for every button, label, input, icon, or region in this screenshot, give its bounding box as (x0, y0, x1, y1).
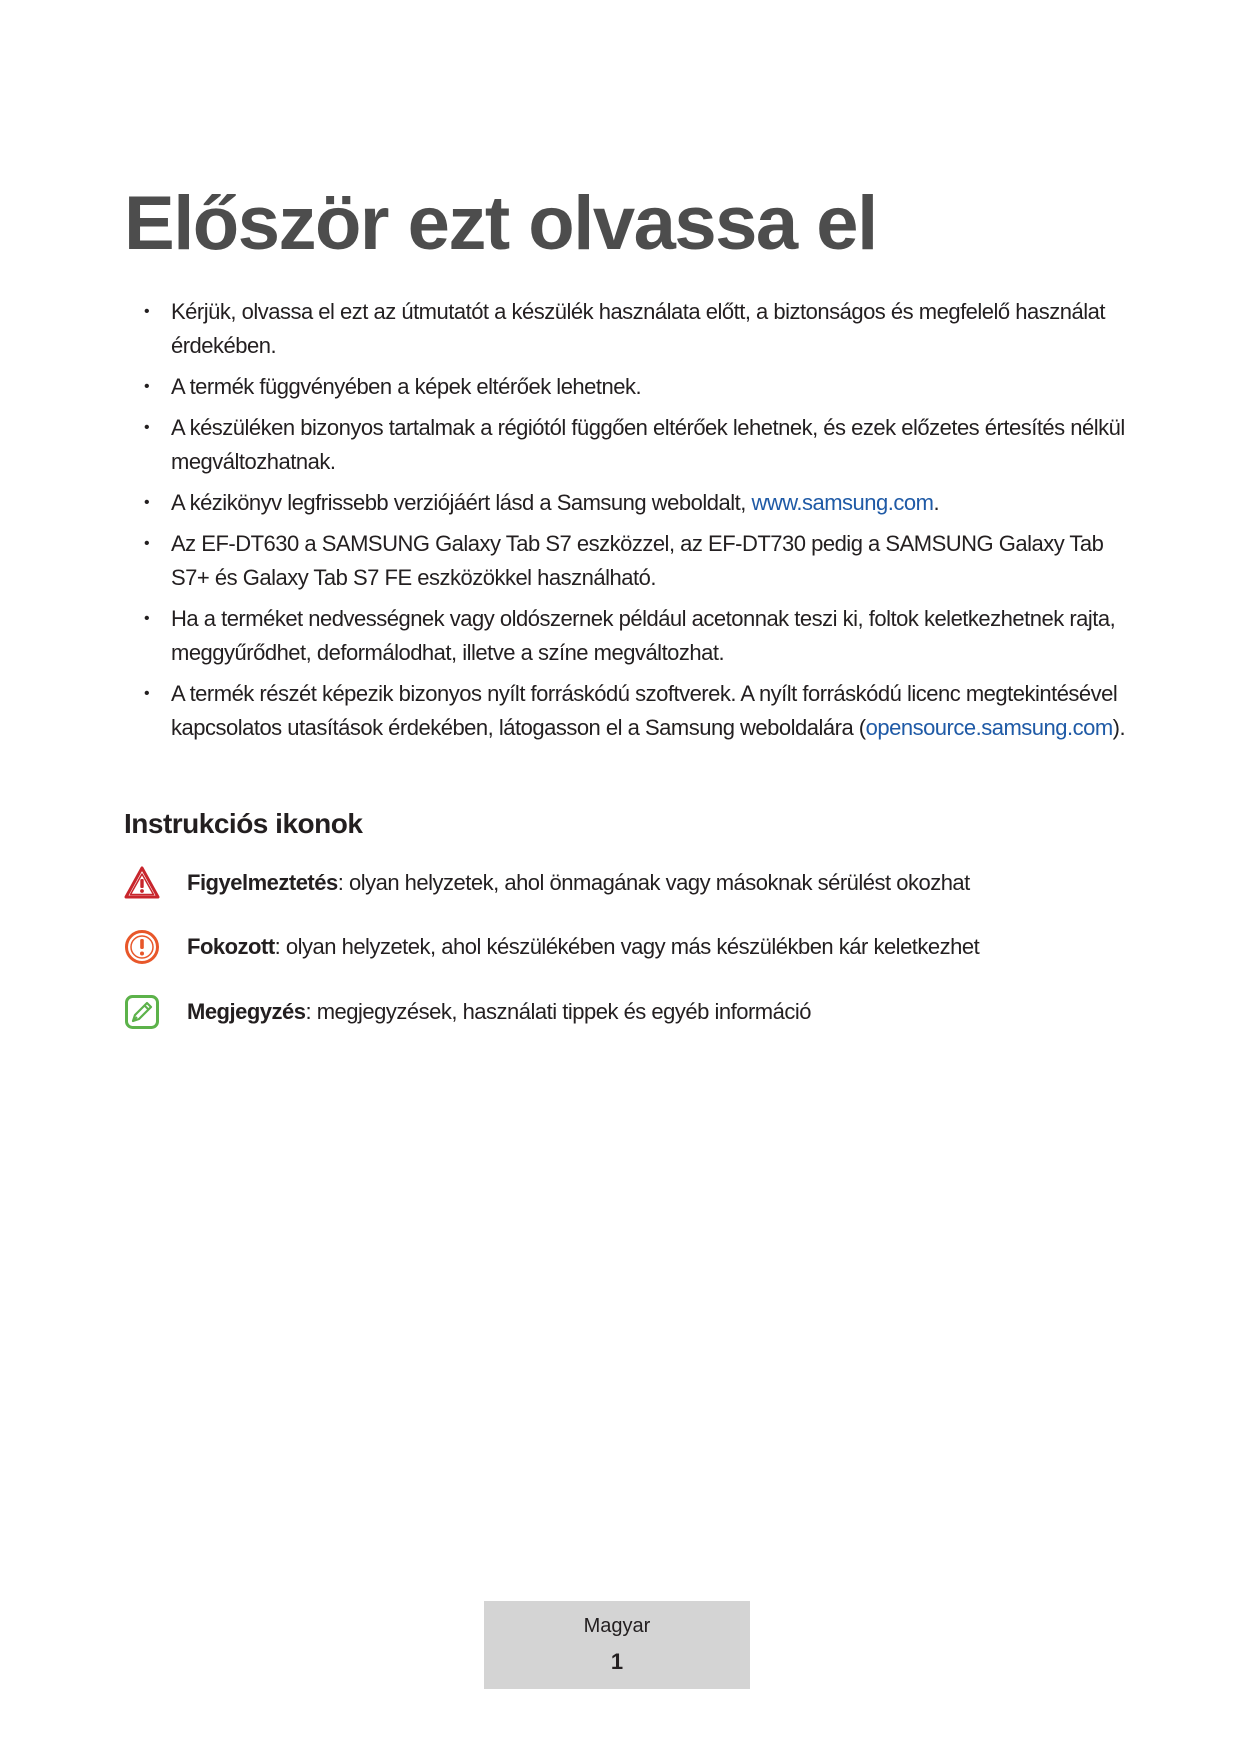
icon-term: Megjegyzés (187, 999, 306, 1024)
note-pencil-icon (124, 994, 160, 1030)
list-item (144, 486, 1129, 520)
icon-description: : olyan helyzetek, ahol önmagának vagy másoknak sérülést okozhat (337, 870, 970, 895)
page-number: 1 (610, 1649, 624, 1674)
icon-legend-caution (124, 928, 1124, 968)
bullet-icon: • (144, 378, 150, 395)
list-item (144, 411, 1129, 479)
icon-legend-text (187, 928, 979, 966)
bullet-icon: • (144, 610, 150, 627)
page-title: Először ezt olvassa el (124, 181, 877, 266)
bullet-list (144, 295, 1129, 752)
bullet-text: A termék részét képezik bizonyos nyílt forráskódú szoftverek. A nyílt forráskódú licenc megtekintésével kapcsolatos utasítások érdekében, látogasson el a Samsung weboldalára ( (171, 681, 1118, 740)
list-item (144, 527, 1129, 595)
bullet-text: A készüléken bizonyos tartalmak a régiótól függően eltérőek lehetnek, és ezek előzetes értesítés nélkül megváltozhatnak. (171, 415, 1125, 474)
list-item (144, 602, 1129, 670)
list-item (144, 370, 1129, 404)
icon-legend-warning (124, 864, 1124, 904)
bullet-text: A kézikönyv legfrissebb verziójáért lásd a Samsung weboldalt, (171, 490, 752, 515)
opensource-link[interactable]: opensource.samsung.com (865, 715, 1113, 740)
caution-circle-icon (124, 929, 160, 965)
icon-legend-text (187, 864, 970, 902)
bullet-text: Kérjük, olvassa el ezt az útmutatót a készülék használata előtt, a biztonságos és megfelelő használat érdekében. (171, 299, 1105, 358)
section-heading: Instrukciós ikonok (124, 808, 363, 839)
icon-description: : olyan helyzetek, ahol készülékében vagy más készülékben kár keletkezhet (274, 934, 980, 959)
bullet-text-end: ). (1112, 715, 1126, 740)
icon-description: : megjegyzések, használati tippek és egyéb információ (305, 999, 811, 1024)
icon-term: Fokozott (187, 934, 275, 959)
icon-term: Figyelmeztetés (187, 870, 338, 895)
bullet-icon: • (144, 535, 150, 552)
bullet-text: A termék függvényében a képek eltérőek lehetnek. (171, 374, 642, 399)
footer-language: Magyar (583, 1615, 651, 1637)
bullet-icon: • (144, 419, 150, 436)
warning-triangle-icon (124, 865, 160, 901)
page-footer (484, 1601, 750, 1689)
bullet-icon: • (144, 494, 150, 511)
samsung-website-link[interactable]: www.samsung.com (751, 490, 934, 515)
bullet-text-end: . (933, 490, 940, 515)
bullet-icon: • (144, 685, 150, 702)
list-item (144, 295, 1129, 363)
bullet-text: Az EF-DT630 a SAMSUNG Galaxy Tab S7 eszközzel, az EF-DT730 pedig a SAMSUNG Galaxy Tab S7+ és Galaxy Tab S7 FE eszközökkel használható. (171, 531, 1104, 590)
list-item (144, 677, 1129, 745)
icon-legend-note (124, 993, 1124, 1033)
bullet-icon: • (144, 303, 150, 320)
icon-legend-text (187, 993, 811, 1031)
bullet-text: Ha a terméket nedvességnek vagy oldószernek például acetonnak teszi ki, foltok keletkezhetnek rajta, meggyűrődhet, deformálodhat, illetve a színe megváltozhat. (171, 606, 1116, 665)
